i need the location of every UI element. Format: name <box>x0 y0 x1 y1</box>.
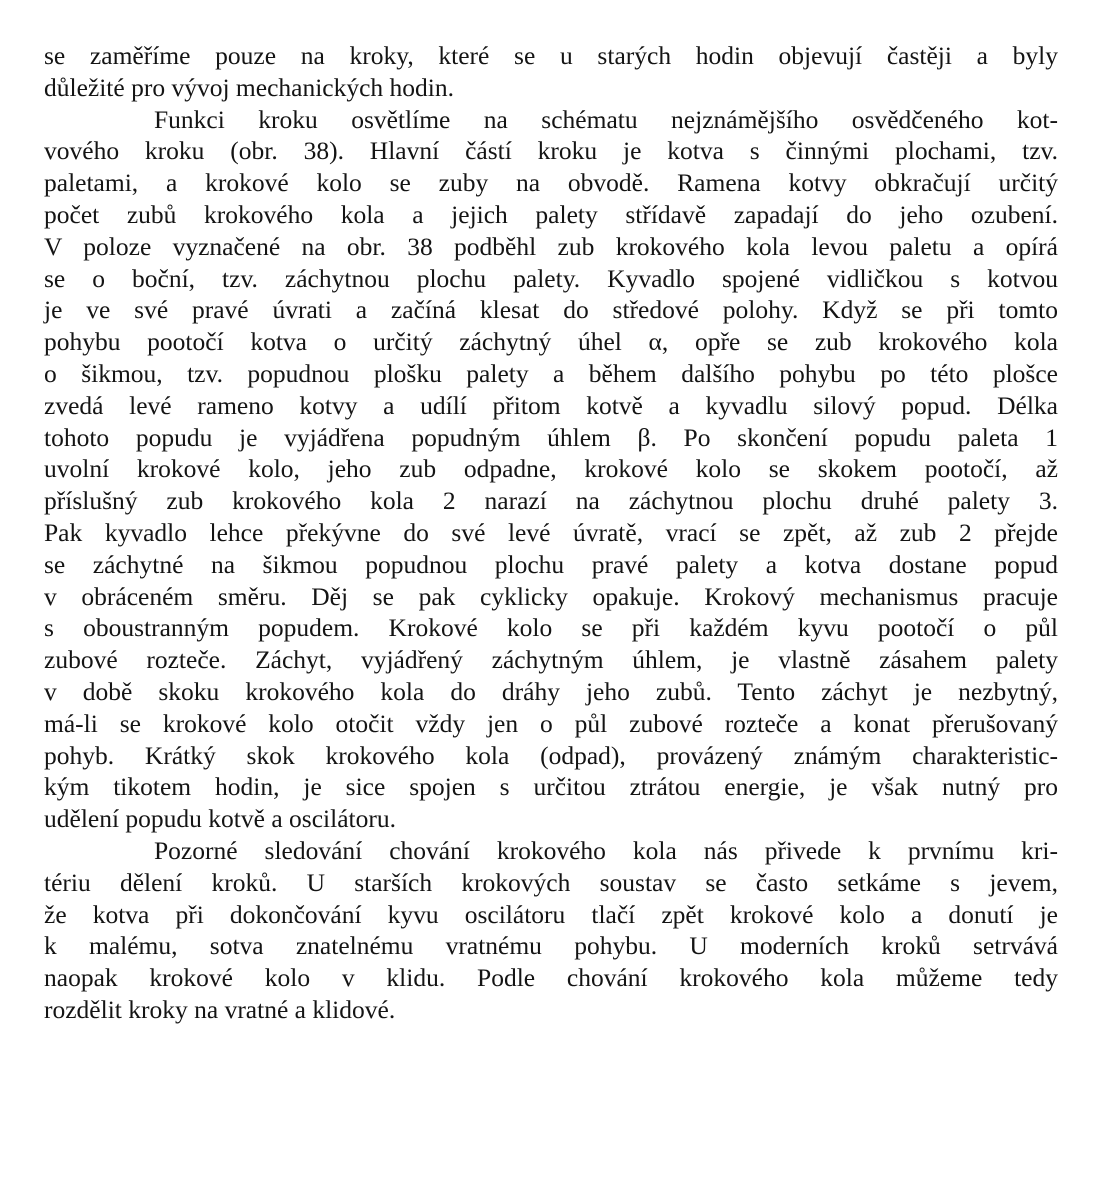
text-line: vového kroku (obr. 38). Hlavní částí kroku je kotva s činnými plochami, tzv. <box>44 136 1058 166</box>
paragraph <box>44 104 1058 835</box>
document-page <box>44 40 1058 1026</box>
text-line: Funkci kroku osvětlíme na schématu nejznámějšího osvědčeného kot- <box>154 104 1058 134</box>
text-line: v obráceném směru. Děj se pak cyklicky opakuje. Krokový mechanismus pracuje <box>44 581 1058 611</box>
text-line: tériu dělení kroků. U starších krokových soustav se často setkáme s jevem, <box>44 867 1058 897</box>
paragraph <box>44 835 1058 1026</box>
text-line: se záchytné na šikmou popudnou plochu pravé palety a kotva dostane popud <box>44 549 1058 579</box>
text-line: Pak kyvadlo lehce překývne do své levé úvratě, vrací se zpět, až zub 2 přejde <box>44 517 1058 547</box>
text-line: příslušný zub krokového kola 2 narazí na záchytnou plochu druhé palety 3. <box>44 486 1058 516</box>
text-line: kým tikotem hodin, je sice spojen s určitou ztrátou energie, je však nutný pro <box>44 772 1058 802</box>
paragraph <box>44 40 1058 104</box>
text-line: důležité pro vývoj mechanických hodin. <box>44 72 455 102</box>
text-line: paletami, a krokové kolo se zuby na obvodě. Ramena kotvy obkračují určitý <box>44 168 1058 198</box>
text-line: k malému, sotva znatelnému vratnému pohybu. U moderních kroků setrvává <box>44 931 1058 961</box>
text-line: že kotva při dokončování kyvu oscilátoru tlačí zpět krokové kolo a donutí je <box>44 899 1058 929</box>
text-line: tohoto popudu je vyjádřena popudným úhlem β. Po skončení popudu paleta 1 <box>44 422 1058 452</box>
text-line: zvedá levé rameno kotvy a udílí přitom kotvě a kyvadlu silový popud. Délka <box>44 390 1058 420</box>
text-line: v době skoku krokového kola do dráhy jeho zubů. Tento záchyt je nezbytný, <box>44 676 1058 706</box>
text-line: počet zubů krokového kola a jejich palety střídavě zapadají do jeho ozubení. <box>44 199 1058 229</box>
text-line: pohybu pootočí kotva o určitý záchytný úhel α, opře se zub krokového kola <box>44 327 1058 357</box>
text-line: má-li se krokové kolo otočit vždy jen o půl zubové rozteče a konat přerušovaný <box>44 708 1058 738</box>
text-line: naopak krokové kolo v klidu. Podle chování krokového kola můžeme tedy <box>44 963 1058 993</box>
text-line: V poloze vyznačené na obr. 38 podběhl zub krokového kola levou paletu a opírá <box>44 231 1058 261</box>
text-line: rozdělit kroky na vratné a klidové. <box>44 994 396 1024</box>
text-line: se zaměříme pouze na kroky, které se u starých hodin objevují častěji a byly <box>44 41 1058 70</box>
text-line: udělení popudu kotvě a oscilátoru. <box>44 804 396 834</box>
text-line: o šikmou, tzv. popudnou plošku palety a během dalšího pohybu po této plošce <box>44 358 1058 388</box>
text-line: je ve své pravé úvrati a začíná klesat do středové polohy. Když se při tomto <box>44 295 1058 325</box>
text-line: s oboustranným popudem. Krokové kolo se při každém kyvu pootočí o půl <box>44 613 1058 643</box>
text-line: uvolní krokové kolo, jeho zub odpadne, krokové kolo se skokem pootočí, až <box>44 454 1058 484</box>
text-line: pohyb. Krátký skok krokového kola (odpad), provázený známým charakteristic- <box>44 740 1058 770</box>
text-line: se o boční, tzv. záchytnou plochu palety. Kyvadlo spojené vidličkou s kotvou <box>44 263 1058 293</box>
text-line: Pozorné sledování chování krokového kola nás přivede k prvnímu kri- <box>154 835 1058 865</box>
text-line: zubové rozteče. Záchyt, vyjádřený záchytným úhlem, je vlastně zásahem palety <box>44 645 1058 675</box>
